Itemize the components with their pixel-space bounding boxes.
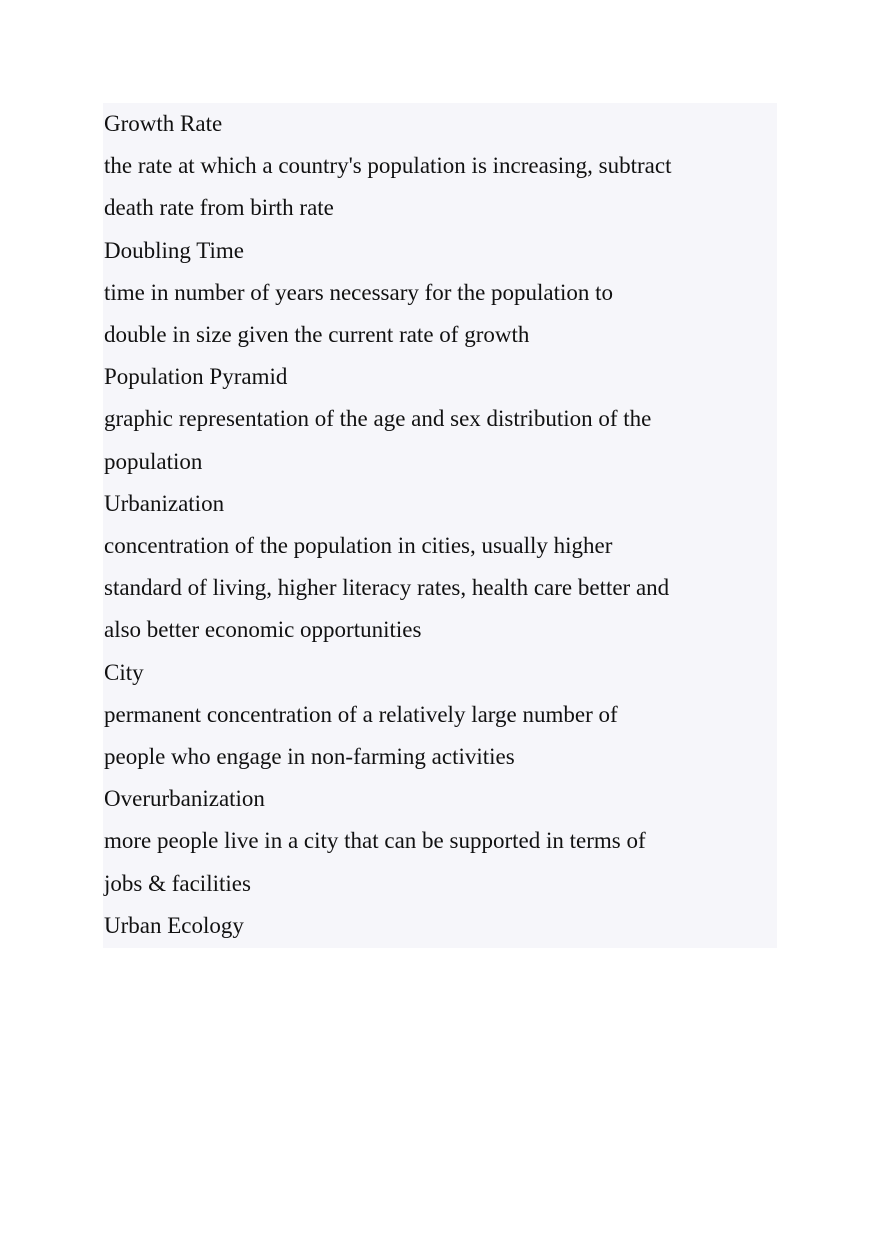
definition-line: population	[104, 448, 203, 474]
definition-line: more people live in a city that can be supported in terms of	[104, 828, 646, 854]
definition-line: concentration of the population in cities, usually higher	[104, 533, 613, 559]
term-urbanization: Urbanization	[104, 490, 225, 516]
definition-line: people who engage in non-farming activities	[104, 744, 515, 770]
flashcard-text-block	[103, 103, 777, 948]
definition-line: death rate from birth rate	[104, 195, 334, 221]
term-city: City	[104, 659, 144, 685]
term-urban-ecology: Urban Ecology	[104, 912, 244, 938]
definition-line: jobs & facilities	[104, 870, 251, 896]
term-overurbanization: Overurbanization	[104, 786, 265, 812]
definition-line: standard of living, higher literacy rates, health care better and	[104, 575, 670, 601]
definition-line: permanent concentration of a relatively large number of	[104, 701, 618, 727]
definition-line: time in number of years necessary for the population to	[104, 279, 614, 305]
definition-line: the rate at which a country's population is increasing, subtract	[104, 153, 672, 179]
term-doubling-time: Doubling Time	[104, 237, 244, 263]
definition-line: graphic representation of the age and sex distribution of the	[104, 406, 652, 432]
term-population-pyramid: Population Pyramid	[104, 364, 288, 390]
definition-line: also better economic opportunities	[104, 617, 422, 643]
term-growth-rate: Growth Rate	[104, 111, 223, 136]
definition-line: double in size given the current rate of growth	[104, 322, 530, 348]
